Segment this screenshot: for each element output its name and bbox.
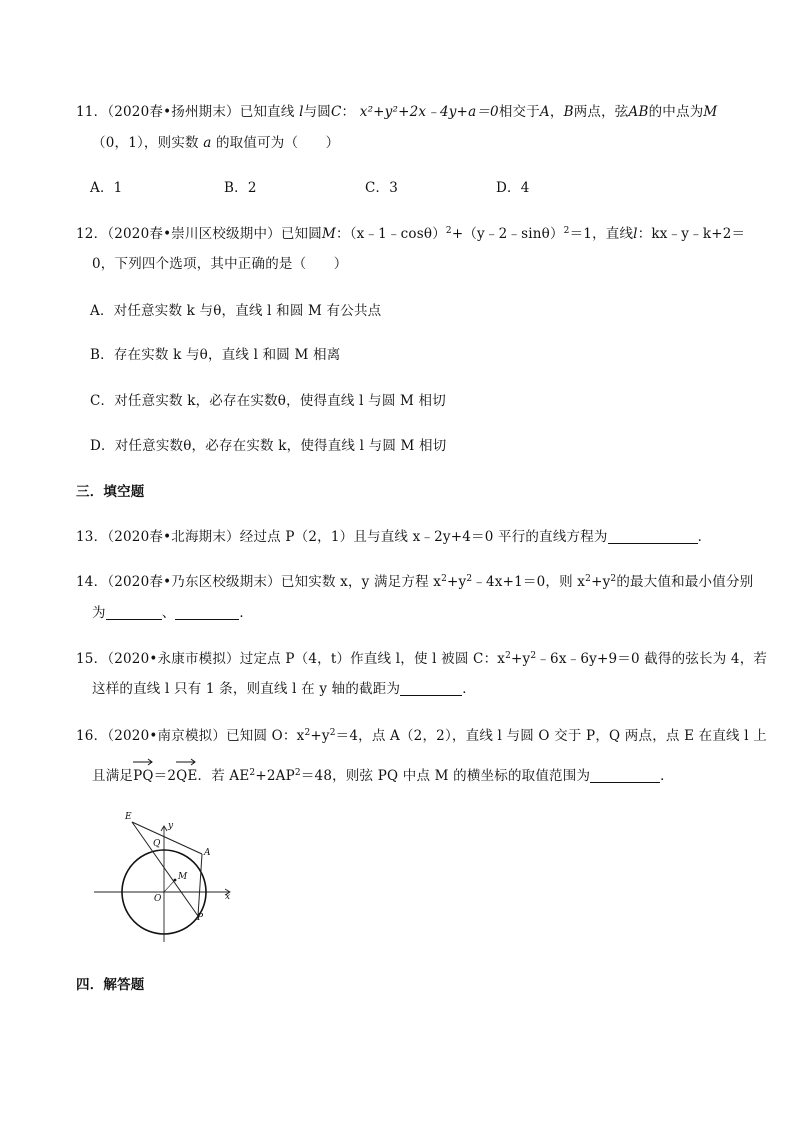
vector-qe: QE — [176, 767, 197, 785]
question-13: 13．（2020春•北海期末）经过点 P（2，1）且与直线 x﹣2y+4＝0 平行的直线方程为 ． — [76, 529, 712, 545]
answer-blank-max[interactable] — [106, 605, 162, 620]
question-12-option-b: B．存在实数 k 与θ，直线 l 和圆 M 相离 — [90, 347, 341, 363]
label-p: P — [197, 913, 204, 923]
label-m: M — [178, 872, 188, 882]
question-11-option-c: C．3 — [365, 180, 399, 196]
geometry-figure — [92, 812, 240, 944]
question-11-line-1: 11．（2020春•扬州期末）已知直线 l与圆C： x²+y²+2x﹣4y+a＝0相交于A，B两点，弦AB的中点为M — [76, 104, 718, 120]
label-e: E — [125, 812, 132, 822]
question-12-option-a: A．对任意实数 k 与θ，直线 l 和圆 M 有公共点 — [90, 303, 382, 319]
section-4-heading: 四．解答题 — [76, 977, 145, 993]
question-12-option-d: D．对任意实数θ，必存在实数 k，使得直线 l 与圆 M 相切 — [90, 438, 447, 454]
answer-blank-min[interactable] — [175, 605, 239, 620]
question-14-line-2: 为 、 ． — [92, 605, 254, 621]
label-x: x — [225, 892, 231, 902]
segment-ap — [198, 854, 202, 916]
question-14-line-1: 14．（2020春•乃东区校级期末）已知实数 x，y 满足方程 $x^2+y^2﹣4x+1=0$，则 $x^2+y^2$的最大值和最小值分别 — [76, 574, 754, 590]
question-12-line-1: 12．（2020春•崇川区校级期中）已知圆M：（x﹣1﹣cosθ）$^2$+（y﹣2﹣sinθ）$^2$＝1，直线l：kx﹣y﹣k+2＝ — [76, 226, 746, 242]
question-11-option-d: D．4 — [496, 180, 530, 196]
segment-om — [164, 880, 175, 892]
question-15-line-1: 15．（2020•永康市模拟）过定点 P（4，t）作直线 l，使 l 被圆 C：$x^2+y^2﹣6x﹣6y+9=0$ 截得的弦长为 4，若 — [76, 651, 768, 667]
answer-blank[interactable] — [400, 681, 462, 696]
label-y: y — [168, 821, 174, 831]
answer-blank[interactable] — [608, 529, 698, 544]
answer-blank[interactable] — [590, 768, 660, 783]
question-11-option-a: A．1 — [90, 180, 123, 196]
question-11-option-b: B．2 — [224, 180, 257, 196]
segment-ea — [132, 822, 202, 854]
question-12-line-2: 0，下列四个选项，其中正确的是（ ） — [92, 256, 348, 272]
label-a: A — [204, 848, 211, 858]
question-15-line-2: 这样的直线 l 只有 1 条，则直线 l 在 y 轴的截距为 ． — [92, 681, 476, 697]
label-o: O — [154, 894, 162, 904]
line-l — [132, 822, 198, 916]
question-16-line-2: 且满足 PQ＝2 QE．若 $AE^2+2AP^2=48$，则弦 PQ 中点 M 的横坐标的取值范围为 ． — [92, 767, 674, 785]
label-q: Q — [153, 839, 161, 849]
question-16-line-1: 16．（2020•南京模拟）已知圆 O：$x^2+y^2=4$，点 A（2，2），直线 l 与圆 O 交于 P，Q 两点，点 E 在直线 l 上 — [76, 728, 767, 744]
question-11-line-2: （0，1），则实数 a 的取值可为（ ） — [92, 135, 340, 151]
vector-pq: PQ — [133, 767, 154, 785]
question-12-option-c: C．对任意实数 k，必存在实数θ，使得直线 l 与圆 M 相切 — [90, 393, 446, 409]
section-3-heading: 三．填空题 — [76, 484, 145, 500]
